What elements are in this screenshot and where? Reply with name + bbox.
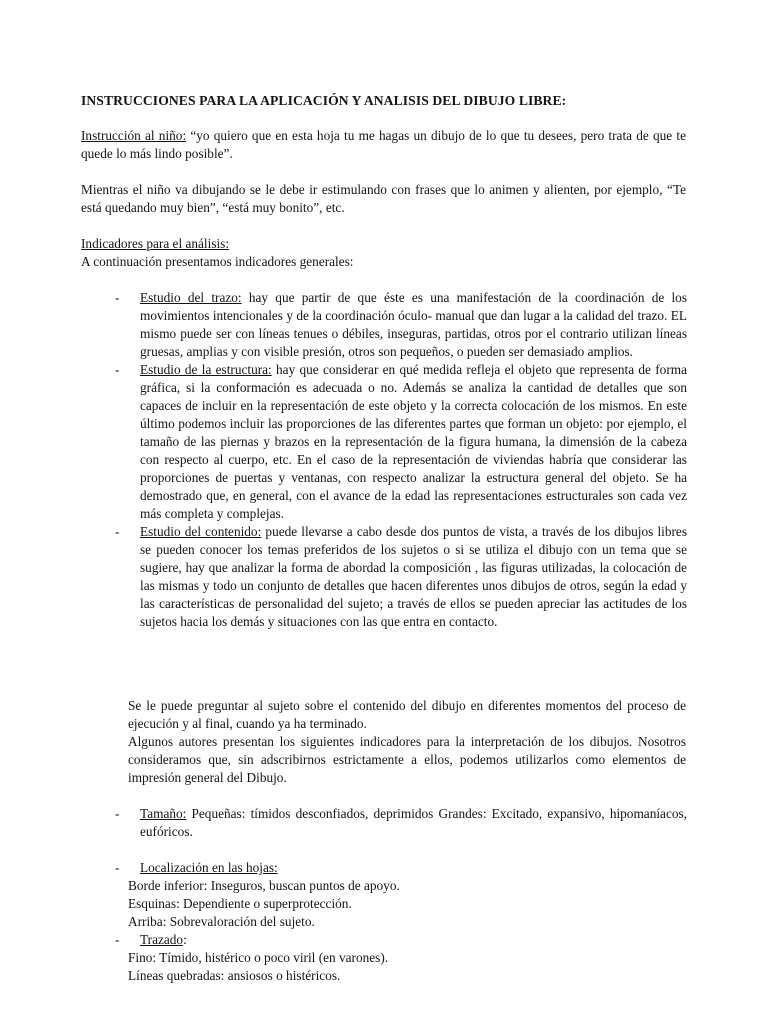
list-item-contenido (115, 523, 687, 631)
list-item-label: Tamaño: (140, 806, 187, 821)
list-item-trazado (115, 931, 687, 949)
list-item-text: hay que partir de que éste es una manifestación de la coordinación de los movimientos intencionales y de la coordinación óculo- manual que dan lugar a la calidad del trazo. EL mismo puede ser con líneas tenues o débiles, inseguras, partidas, otros por el contrario utilizan líneas gruesas, amplias y con visible presión, otros son pequeños, o pueden ser demasiado amplios. (140, 290, 688, 359)
location-line: Arriba: Sobrevaloración del sujeto. (128, 914, 315, 929)
instruction-paragraph (81, 127, 686, 163)
location-line: Esquinas: Dependiente o superprotección. (128, 896, 352, 911)
list-dash: - (115, 362, 120, 377)
followup-line-2: Algunos autores presentan los siguientes indicadores para la interpretación de los dibujos. Nosotros consideramos que, sin adscribirnos estrictamente a ellos, podemos utilizarlos como elementos de impresión general del Dibujo. (128, 734, 686, 785)
list-item-tamano (115, 805, 687, 841)
stroke-list (115, 931, 687, 949)
size-list (115, 805, 687, 841)
list-item-label: Trazado (140, 932, 184, 947)
indicators-section (81, 235, 686, 271)
list-dash: - (115, 524, 120, 539)
stimulus-paragraph: Mientras el niño va dibujando se le debe ir estimulando con frases que lo animen y alienten, por ejemplo, “Te está quedando muy bien”, “está muy bonito”, etc. (81, 182, 686, 215)
stroke-line: Líneas quebradas: ansiosos o histéricos. (128, 968, 341, 983)
list-item-trazo (115, 289, 687, 361)
list-item-text: puede llevarse a cabo desde dos puntos de vista, a través de los dibujos libres se pueden conocer los temas preferidos de los sujetos o si se utiliza el dibujo con un tema que se sugiere, hay que analizar la forma de abordad la composición , las figuras utilizadas, la colocación de las mismas y todo un conjunto de detalles que hacen diferentes unos dibujos de otros, según la edad y las características de personalidad del sujeto; a través de ellos se pueden apreciar las actitudes de los sujetos hacia los demás y situaciones con las que entra en contacto. (140, 524, 688, 629)
location-lines (128, 877, 688, 931)
instruction-text: “yo quiero que en esta hoja tu me hagas un dibujo de lo que tu desees, pero trata de que te quede lo más lindo posible”. (81, 128, 686, 161)
list-item-label: Localización en las hojas: (140, 860, 278, 875)
list-item-label: Estudio de la estructura: (140, 362, 272, 377)
list-item-label: Estudio del contenido: (140, 524, 262, 539)
indicators-intro: A continuación presentamos indicadores generales: (81, 254, 354, 269)
indicators-heading: Indicadores para el análisis: (81, 236, 230, 251)
list-item-label: Estudio del trazo: (140, 290, 242, 305)
list-dash: - (115, 860, 120, 875)
list-dash: - (115, 806, 120, 821)
stroke-line: Fino: Tímido, histérico o poco viril (en varones). (128, 950, 389, 965)
list-item-estructura (115, 361, 687, 523)
followup-line-1: Se le puede preguntar al sujeto sobre el contenido del dibujo en diferentes momentos del proceso de ejecución y al final, cuando ya ha terminado. (128, 698, 686, 731)
stroke-lines (128, 949, 688, 985)
list-item-suffix: : (183, 932, 187, 947)
list-item-text: Pequeñas: tímidos desconfiados, deprimidos Grandes: Excitado, expansivo, hipomaníacos, eufóricos. (140, 806, 687, 839)
list-dash: - (115, 290, 120, 305)
document-title: INSTRUCCIONES PARA LA APLICACIÓN Y ANALISIS DEL DIBUJO LIBRE: (81, 93, 567, 108)
followup-paragraph (128, 697, 686, 787)
indicator-list (115, 289, 687, 631)
list-dash: - (115, 932, 120, 947)
instruction-label: Instrucción al niño: (81, 128, 187, 143)
list-item-localizacion (115, 859, 687, 877)
location-list (115, 859, 687, 877)
list-item-text: hay que considerar en qué medida refleja el objeto que representa de forma gráfica, si la conformación es adecuada o no. Además se analiza la cantidad de detalles que son capaces de incluir en la representación de este objeto y la correcta colocación de los mismos. En este último podemos incluir las proporciones de las diferentes partes que forman un objeto: por ejemplo, el tamaño de las piernas y brazos en la representación de la figura humana, la dimensión de la cabeza con respecto al cuerpo, etc. En el caso de la representación de viviendas habría que considerar las proporciones de puertas y ventanas, con respecto analizar la estructura general del objeto. Se ha demostrado que, en general, con el avance de la edad las representaciones estructurales son cada vez más completa y complejas. (140, 362, 687, 521)
location-line: Borde inferior: Inseguros, buscan puntos de apoyo. (128, 878, 400, 893)
